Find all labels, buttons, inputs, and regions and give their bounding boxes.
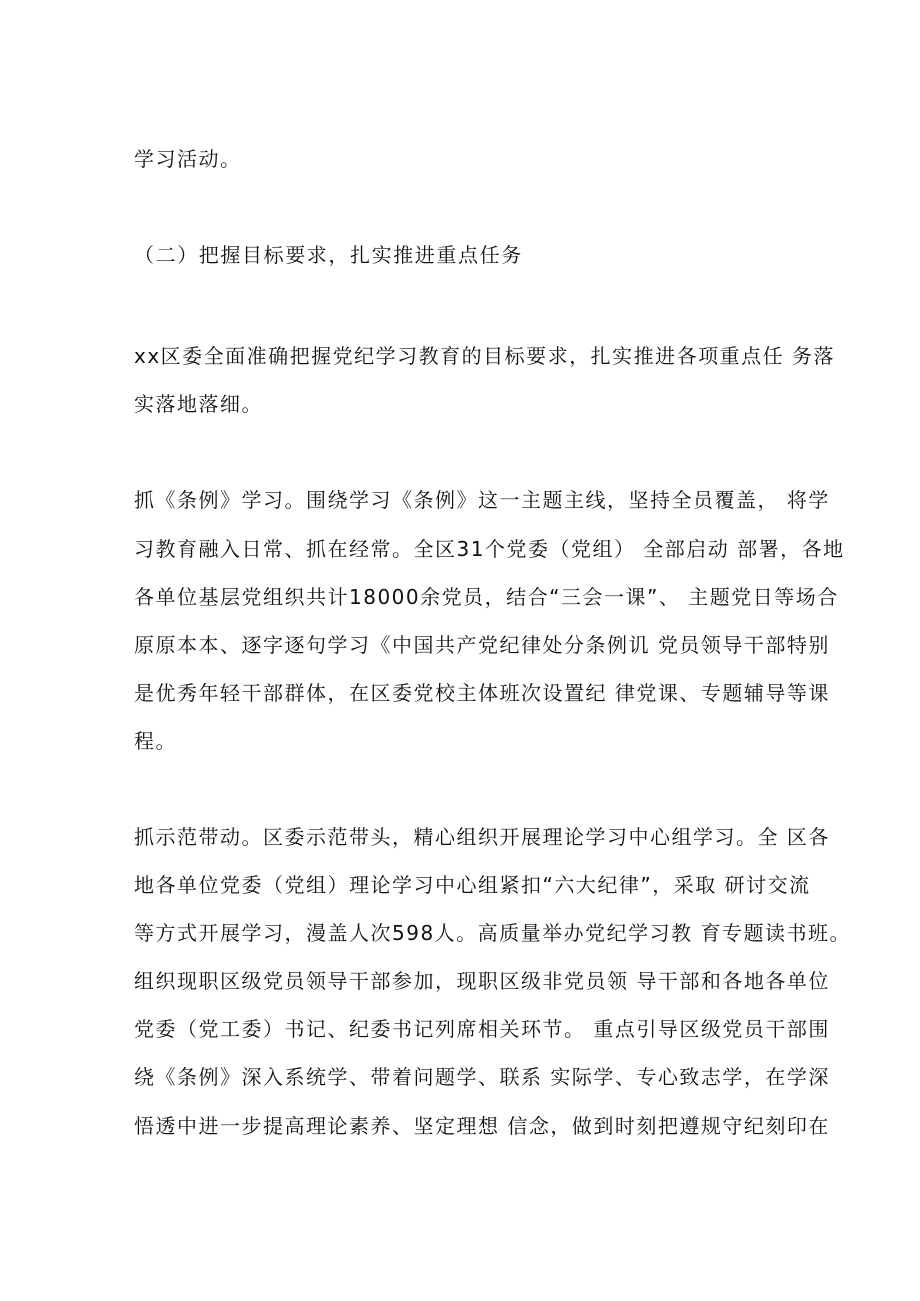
paragraph-3-line-4: 组织现职区级党员领导干部参加，现职区级非党员领 导干部和各地各单位 [134,969,830,993]
paragraph-3-line-5: 党委（党工委）书记、纪委书记列席相关环节。 重点引导区级党员干部围 [134,1017,830,1041]
paragraph-2-line-4: 原原本本、逐字逐句学习《中国共产党纪律处分条例讥 党员领导干部特别 [134,633,830,657]
paragraph-3-line-7: 悟透中进一步提高理论素养、坚定理想 信念，做到时刻把遵规守纪刻印在 [134,1114,830,1138]
paragraph-2-line-2: 习教育融入日常、抓在经常。全区31个党委（党组） 全部启动 部署，各地 [134,537,845,561]
section-heading: （二）把握目标要求，扎实推进重点任务 [134,243,523,267]
paragraph-2-line-3: 各单位基层党组织共计18000余党员，结合“三会一课”、 主题党日等场合 [134,585,839,609]
paragraph-1-line-2: 实落地落细。 [134,392,263,416]
paragraph-3-line-6: 绕《条例》深入系统学、带着问题学、联系 实际学、专心致志学，在学深 [134,1065,830,1089]
paragraph-3-line-1: 抓示范带动。区委示范带头，精心组织开展理论学习中心组学习。全 区各 [134,825,830,849]
paragraph-2-line-6: 程。 [134,729,177,753]
paragraph-2-line-5: 是优秀年轻干部群体，在区委党校主体班次设置纪 律党课、专题辅导等课 [134,681,830,705]
paragraph-2-line-1: 抓《条例》学习。围绕学习《条例》这一主题主线，坚持全员覆盖， 将学 [134,488,830,512]
continuation-line: 学习活动。 [134,147,242,171]
paragraph-3-line-2: 地各单位党委（党组）理论学习中心组紧扣“六大纪律”，采取 研讨交流 [134,873,811,897]
paragraph-3-line-3: 等方式开展学习，漫盖人次598人。高质量举办党纪学习教 育专题读书班。 [134,921,852,945]
paragraph-1-line-1: xx区委全面准确把握党纪学习教育的目标要求，扎实推进各项重点任 务落 [134,344,836,368]
